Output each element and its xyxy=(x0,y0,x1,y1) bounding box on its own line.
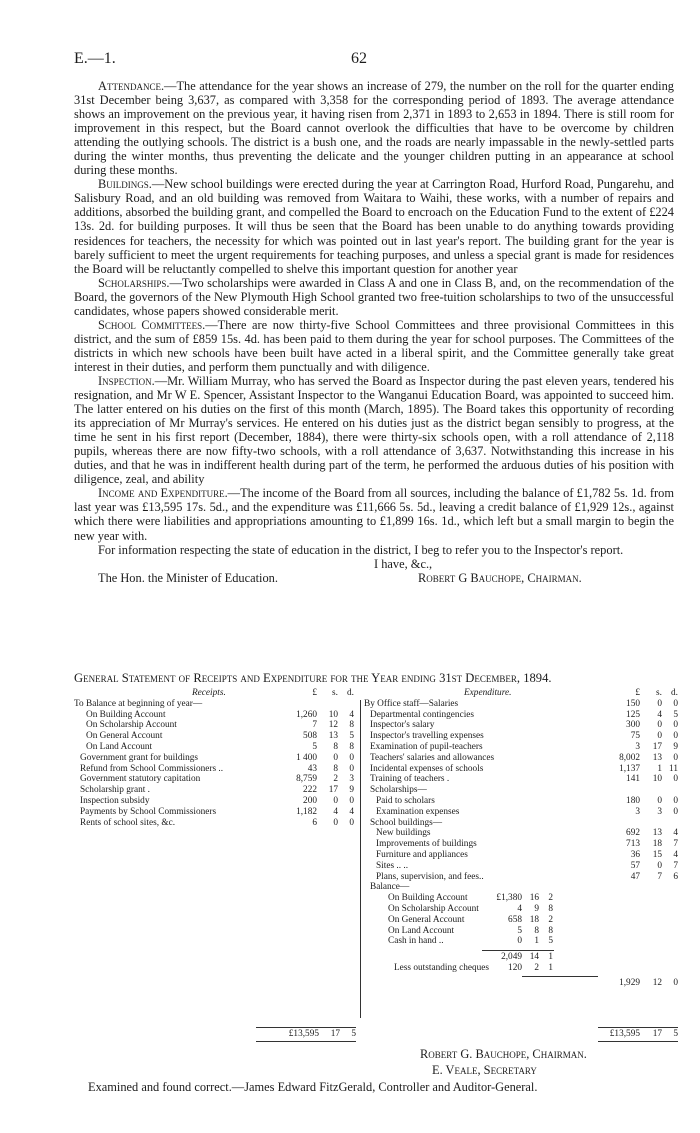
letter-addressee: The Hon. the Minister of Education. xyxy=(98,570,278,585)
pounds-column-heading: £ xyxy=(635,688,640,698)
receipt-shillings: 0 xyxy=(333,752,338,763)
balance-row xyxy=(364,926,678,937)
paragraph-text: —New school buildings were erected during the year at Carrington Road, Hurford Road, Pungarehu, and Salisbury Road, and an old building was removed from Waitara to Waihi, these works, with a number of repairs and additions, absorbed the building grant, and compelled the Board to encroach on the Education Fund to the extent of £224 13s. 2d. for building purposes. It will thus be seen that the Board has been unable to do anything towards providing residences for teachers, the necessity for which was pointed out in last year's report. The building grant for the year is barely sufficient to meet the urgent requirements for teaching purposes, and unless a special grant is made for residences the Board will be reluctantly compelled to shelve this important question for another year xyxy=(74,177,674,276)
section-heading: School Committees. xyxy=(98,317,206,332)
receipt-row xyxy=(74,764,354,775)
expenditure-pence: 4 xyxy=(673,849,678,860)
receipts-heading: Receipts. xyxy=(192,688,226,698)
shillings-column-heading: s. xyxy=(656,688,662,698)
balance-row xyxy=(364,904,678,915)
letter-close-row-1 xyxy=(74,557,674,571)
receipts-total xyxy=(256,1029,356,1040)
receipts-total-rule-bottom xyxy=(256,1041,356,1042)
expenditure-label: School buildings— xyxy=(370,817,443,828)
expenditure-label: By Office staff—Salaries xyxy=(364,698,459,709)
receipt-row xyxy=(74,753,354,764)
receipt-pounds: 6 xyxy=(312,817,317,828)
receipt-pounds: 1,260 xyxy=(296,709,317,720)
receipt-pence: 4 xyxy=(349,806,354,817)
expenditure-total xyxy=(578,1029,678,1040)
receipt-shillings: 8 xyxy=(333,763,338,774)
section-heading: Inspection. xyxy=(98,373,155,388)
receipt-shillings: 17 xyxy=(328,785,338,796)
receipt-label: Payments by School Commissioners xyxy=(80,806,217,817)
receipt-pounds: 200 xyxy=(303,795,317,806)
balance-label: Cash in hand .. xyxy=(388,936,444,947)
expenditure-pence: 0 xyxy=(673,752,678,763)
expenditure-pounds: 125 xyxy=(626,709,640,720)
expenditure-shillings: 4 xyxy=(657,709,662,720)
balance-pounds: £1,380 xyxy=(496,893,522,904)
expenditure-pounds: 141 xyxy=(626,774,640,785)
expenditure-pence: 11 xyxy=(669,763,678,774)
receipt-label: On Scholarship Account xyxy=(86,720,177,731)
expenditure-pence: 5 xyxy=(673,709,678,720)
balance-pence: 8 xyxy=(548,903,553,914)
receipt-pence: 0 xyxy=(349,752,354,763)
receipt-row xyxy=(74,710,354,721)
expenditure-shillings: 18 xyxy=(652,839,662,850)
statement-title: General Statement of Receipts and Expenditure for the Year ending 31st December, 1894. xyxy=(74,671,552,685)
letter-closing: I have, &c., xyxy=(374,556,433,571)
expenditure-total-rule-top xyxy=(598,1027,678,1028)
expenditure-row xyxy=(364,785,678,796)
expenditure-row xyxy=(364,850,678,861)
receipt-row xyxy=(74,818,354,829)
expenditure-shillings: 10 xyxy=(652,774,662,785)
receipt-label: Government grant for buildings xyxy=(80,752,198,763)
receipt-label: To Balance at beginning of year— xyxy=(74,698,203,709)
balance-shillings: 1 xyxy=(534,936,539,947)
receipt-row xyxy=(74,699,354,710)
expenditure-label: Furniture and appliances xyxy=(376,849,468,860)
paragraph-text: —Mr. William Murray, who has served the Board as Inspector during the past eleven years, tendered his resignation, and Mr W E. Spencer, Assistant Inspector to the Wanganui Education Board, was appointed to succeed him. The latter entered on his duties on the first of this month (March, 1895). The Board takes this opportunity of recording its appreciation of Mr Murray's services. He entered on his duties just as the district began sensibly to progress, at the time he sent in his first report (December, 1884), there were thirty-six schools open, with a roll attendance of 2,118 pupils, whereas there are now fifty-two schools, with a roll attendance of 3,637. Notwithstanding this increase in his duties, and that he was in indifferent health during part of the term, he performed the arduous duties of his position with diligence, zeal, and ability xyxy=(74,373,674,487)
receipts-column xyxy=(74,688,354,1028)
expenditure-pounds: 8,002 xyxy=(619,752,640,763)
receipt-label: Inspection subsidy xyxy=(80,795,150,806)
expenditure-label: Scholarships— xyxy=(370,785,427,796)
receipt-shillings: 0 xyxy=(333,795,338,806)
paragraph-information xyxy=(74,543,674,557)
outstanding-cheques-label: Less outstanding cheques xyxy=(394,962,490,973)
receipt-label: Scholarship grant . xyxy=(80,785,150,796)
expenditure-pence: 0 xyxy=(673,806,678,817)
receipt-pence: 8 xyxy=(349,741,354,752)
balance-label: On Land Account xyxy=(388,925,455,936)
expenditure-pounds: 180 xyxy=(626,795,640,806)
receipt-shillings: 2 xyxy=(333,774,338,785)
expenditure-label: Training of teachers . xyxy=(370,774,450,785)
expenditure-label: Departmental contingencies xyxy=(370,709,475,720)
balance-pence: 5 xyxy=(548,936,553,947)
balance-pounds: 4 xyxy=(517,903,522,914)
expenditure-pounds: 300 xyxy=(626,720,640,731)
chairman-signature: Robert G. Bauchope, Chairman. xyxy=(420,1047,587,1061)
shillings-column-heading: s. xyxy=(332,688,338,698)
receipts-total-row xyxy=(256,1029,356,1040)
receipt-row xyxy=(74,785,354,796)
expenditure-pounds: 47 xyxy=(630,871,640,882)
receipt-pence: 9 xyxy=(349,785,354,796)
balance-subtotal-rule xyxy=(482,950,554,951)
expenditure-pounds: 3 xyxy=(635,741,640,752)
receipt-label: On General Account xyxy=(86,731,163,742)
page-number: 62 xyxy=(351,50,367,67)
expenditure-shillings: 0 xyxy=(657,720,662,731)
balance-subtotal-pounds: 2,049 xyxy=(501,952,522,963)
receipt-label: On Land Account xyxy=(86,741,153,752)
expenditure-column xyxy=(364,688,678,1028)
expenditure-pounds: 1,137 xyxy=(619,763,640,774)
paragraph-text: —Two scholarships were awarded in Class A and one in Class B, and, on the recommendation of the Board, the governors of the New Plymouth High School granted two free-tuition scholarships to two of the unsuccessful candidates, whose papers showed considerable merit. xyxy=(74,275,674,318)
expenditure-total-shillings: 17 xyxy=(652,1029,662,1039)
section-heading: Scholarships. xyxy=(98,275,170,290)
receipt-pounds: 222 xyxy=(303,785,317,796)
expenditure-label: Balance— xyxy=(370,882,410,893)
outstanding-cheques-shillings: 2 xyxy=(534,962,539,973)
paragraph-text: —There are now thirty-five School Committees and three provisional Committees in this district, and the sum of £859 15s. 4d. has been paid to them during the year for school purposes. The Committees of the districts in which new schools have been built have acted in a liberal spirit, and the Committee generally take great interest in their duties, and perform them punctually and with diligence. xyxy=(74,317,674,374)
section-heading: Income and Expenditure. xyxy=(98,486,228,501)
expenditure-row xyxy=(364,796,678,807)
balance-subtotal-pence: 1 xyxy=(548,952,553,963)
paragraph-school-committees xyxy=(74,318,674,374)
letter-close-row-2 xyxy=(74,571,674,585)
receipt-pounds: 8,759 xyxy=(296,774,317,785)
balance-pounds: 0 xyxy=(517,936,522,947)
expenditure-row xyxy=(364,882,678,893)
receipt-row xyxy=(74,731,354,742)
pounds-column-heading: £ xyxy=(312,688,317,698)
balance-pounds: 658 xyxy=(508,914,522,925)
expenditure-total-row xyxy=(578,1029,678,1040)
report-body xyxy=(74,79,674,585)
receipt-shillings: 4 xyxy=(333,806,338,817)
balance-shillings: 8 xyxy=(534,925,539,936)
net-balance-rule xyxy=(522,976,598,977)
receipts-header-row xyxy=(74,688,354,699)
letter-signatory: Robert G Bauchope, Chairman. xyxy=(418,570,582,585)
expenditure-pence: 0 xyxy=(673,698,678,709)
expenditure-pence: 7 xyxy=(673,839,678,850)
balance-subtotal-shillings: 14 xyxy=(529,952,539,963)
outstanding-cheques-row xyxy=(364,963,678,974)
expenditure-row xyxy=(364,839,678,850)
paragraph-text: For information respecting the state of education in the district, I beg to refer you to the Inspector's report. xyxy=(98,542,624,557)
receipt-pounds: 43 xyxy=(307,763,317,774)
balance-row xyxy=(364,915,678,926)
balance-pence: 8 xyxy=(548,925,553,936)
paragraph-scholarships xyxy=(74,276,674,318)
expenditure-pounds: 150 xyxy=(626,698,640,709)
expenditure-pence: 0 xyxy=(673,720,678,731)
balance-label: On Scholarship Account xyxy=(388,903,479,914)
expenditure-label: Paid to scholars xyxy=(376,795,435,806)
expenditure-row xyxy=(364,764,678,775)
balance-shillings: 16 xyxy=(529,893,539,904)
expenditure-heading: Expenditure. xyxy=(464,688,512,698)
expenditure-shillings: 17 xyxy=(652,741,662,752)
expenditure-label: Sites .. .. xyxy=(376,860,409,871)
receipts-total-pence: 5 xyxy=(351,1029,356,1039)
receipt-label: On Building Account xyxy=(86,709,166,720)
balance-shillings: 9 xyxy=(534,903,539,914)
expenditure-total-pence: 5 xyxy=(673,1029,678,1039)
expenditure-label: New buildings xyxy=(376,828,431,839)
balance-label: On Building Account xyxy=(388,893,468,904)
net-balance-pence: 0 xyxy=(673,977,678,988)
balance-pounds: 5 xyxy=(517,925,522,936)
expenditure-shillings: 15 xyxy=(652,849,662,860)
net-balance-row xyxy=(364,978,678,989)
expenditure-shillings: 7 xyxy=(657,871,662,882)
expenditure-pence: 4 xyxy=(673,828,678,839)
paragraph-text: —The income of the Board from all sources, including the balance of £1,782 5s. 1d. from last year was £13,595 17s. 5d., and the expenditure was £11,666 5s. 5d., leaving a credit balance of £1,929 12s., against which there were liabilities and appropriations amounting to £1,899 16s. 1d., which left but a small margin to begin the new year with. xyxy=(74,486,674,543)
expenditure-pence: 0 xyxy=(673,795,678,806)
receipt-shillings: 8 xyxy=(333,741,338,752)
balance-label: On General Account xyxy=(388,914,465,925)
receipt-pence: 8 xyxy=(349,720,354,731)
balance-row xyxy=(364,893,678,904)
expenditure-shillings: 0 xyxy=(657,698,662,709)
receipt-row xyxy=(74,807,354,818)
expenditure-row xyxy=(364,710,678,721)
receipts-total-shillings: 17 xyxy=(330,1029,340,1039)
balance-pence: 2 xyxy=(548,914,553,925)
paragraph-attendance xyxy=(74,79,674,177)
receipt-label: Rents of school sites, &c. xyxy=(80,817,176,828)
expenditure-pence: 6 xyxy=(673,871,678,882)
receipt-pence: 3 xyxy=(349,774,354,785)
receipt-pounds: 5 xyxy=(312,741,317,752)
expenditure-label: Teachers' salaries and allowances xyxy=(370,752,495,763)
receipt-shillings: 12 xyxy=(328,720,338,731)
expenditure-pounds: 713 xyxy=(626,839,640,850)
expenditure-pence: 0 xyxy=(673,774,678,785)
section-heading: Attendance. xyxy=(98,79,165,93)
receipt-pounds: 7 xyxy=(312,720,317,731)
expenditure-label: Incidental expenses of schools xyxy=(370,763,484,774)
receipt-pounds: 508 xyxy=(303,731,317,742)
expenditure-row xyxy=(364,720,678,731)
expenditure-shillings: 0 xyxy=(657,860,662,871)
document-reference: E.—1. xyxy=(74,50,116,67)
audit-statement: Examined and found correct.—James Edward FitzGerald, Controller and Auditor-General. xyxy=(88,1080,538,1094)
expenditure-shillings: 13 xyxy=(652,828,662,839)
expenditure-pence: 0 xyxy=(673,731,678,742)
expenditure-pounds: 692 xyxy=(626,828,640,839)
expenditure-label: Plans, supervision, and fees.. xyxy=(376,871,484,882)
net-balance-shillings: 12 xyxy=(652,977,662,988)
receipt-pence: 0 xyxy=(349,817,354,828)
expenditure-label: Improvements of buildings xyxy=(376,839,477,850)
expenditure-row xyxy=(364,774,678,785)
expenditure-label: Inspector's salary xyxy=(370,720,435,731)
receipt-pounds: 1 400 xyxy=(296,752,317,763)
balance-subtotal-row xyxy=(364,952,678,963)
expenditure-pounds: 3 xyxy=(635,806,640,817)
expenditure-shillings: 3 xyxy=(657,806,662,817)
expenditure-pounds: 36 xyxy=(630,849,640,860)
paragraph-inspection xyxy=(74,374,674,486)
net-balance-pounds: 1,929 xyxy=(619,977,640,988)
receipts-total-rule-top xyxy=(256,1027,356,1028)
paragraph-text: —The attendance for the year shows an increase of 279, the number on the roll for the quarter ending 31st December being 3,637, as compared with 3,358 for the corresponding period of 1893. The average attendance shows an improvement on the previous year, it having risen from 2,371 in 1893 to 2,653 in 1894. There is still room for improvement in this respect, but the Board cannot overlook the difficulties that have to be overcome by children attending the outlying schools. The district is a bush one, and the roads are nearly impassable in the newly-settled parts during the winter months, thus preventing the delicate and the younger children putting in an appearance at school during these months. xyxy=(74,79,674,178)
column-divider xyxy=(360,700,361,1018)
receipt-shillings: 13 xyxy=(328,731,338,742)
receipt-pence: 5 xyxy=(349,731,354,742)
expenditure-row xyxy=(364,699,678,710)
expenditure-row xyxy=(364,818,678,829)
expenditure-shillings: 1 xyxy=(657,763,662,774)
receipt-label: Government statutory capitation xyxy=(80,774,201,785)
secretary-signature: E. Veale, Secretary xyxy=(432,1063,537,1077)
expenditure-label: Examination expenses xyxy=(376,806,460,817)
expenditure-pounds: 57 xyxy=(630,860,640,871)
receipt-row xyxy=(74,774,354,785)
receipt-pence: 4 xyxy=(349,709,354,720)
expenditure-label: Examination of pupil-teachers xyxy=(370,741,483,752)
receipt-row xyxy=(74,720,354,731)
receipt-pence: 0 xyxy=(349,763,354,774)
expenditure-header-row xyxy=(364,688,678,699)
pence-column-heading: d. xyxy=(347,688,354,698)
expenditure-row xyxy=(364,861,678,872)
receipt-shillings: 0 xyxy=(333,817,338,828)
paragraph-buildings xyxy=(74,177,674,275)
expenditure-shillings: 13 xyxy=(652,752,662,763)
receipt-label: Refund from School Commissioners .. xyxy=(80,763,224,774)
expenditure-total-rule-bottom xyxy=(598,1041,678,1042)
expenditure-shillings: 0 xyxy=(657,731,662,742)
expenditure-row xyxy=(364,731,678,742)
expenditure-shillings: 0 xyxy=(657,795,662,806)
pence-column-heading: d. xyxy=(671,688,678,698)
outstanding-cheques-pence: 1 xyxy=(548,962,553,973)
receipt-row xyxy=(74,796,354,807)
expenditure-row xyxy=(364,753,678,764)
expenditure-row xyxy=(364,828,678,839)
receipt-shillings: 10 xyxy=(328,709,338,720)
paragraph-income-expenditure xyxy=(74,486,674,542)
expenditure-pounds: 75 xyxy=(630,731,640,742)
receipt-pounds: 1,182 xyxy=(296,806,317,817)
expenditure-row xyxy=(364,807,678,818)
balance-pence: 2 xyxy=(548,893,553,904)
expenditure-row xyxy=(364,872,678,883)
receipt-pence: 0 xyxy=(349,795,354,806)
expenditure-total-pounds: £13,595 xyxy=(609,1029,640,1039)
expenditure-row xyxy=(364,742,678,753)
expenditure-label: Inspector's travelling expenses xyxy=(370,731,484,742)
receipt-row xyxy=(74,742,354,753)
outstanding-cheques-pounds: 120 xyxy=(508,962,522,973)
balance-shillings: 18 xyxy=(529,914,539,925)
section-heading: Buildings. xyxy=(98,177,152,192)
expenditure-pence: 7 xyxy=(673,860,678,871)
receipts-total-pounds: £13,595 xyxy=(288,1029,319,1039)
balance-row xyxy=(364,936,678,947)
expenditure-pence: 9 xyxy=(673,741,678,752)
